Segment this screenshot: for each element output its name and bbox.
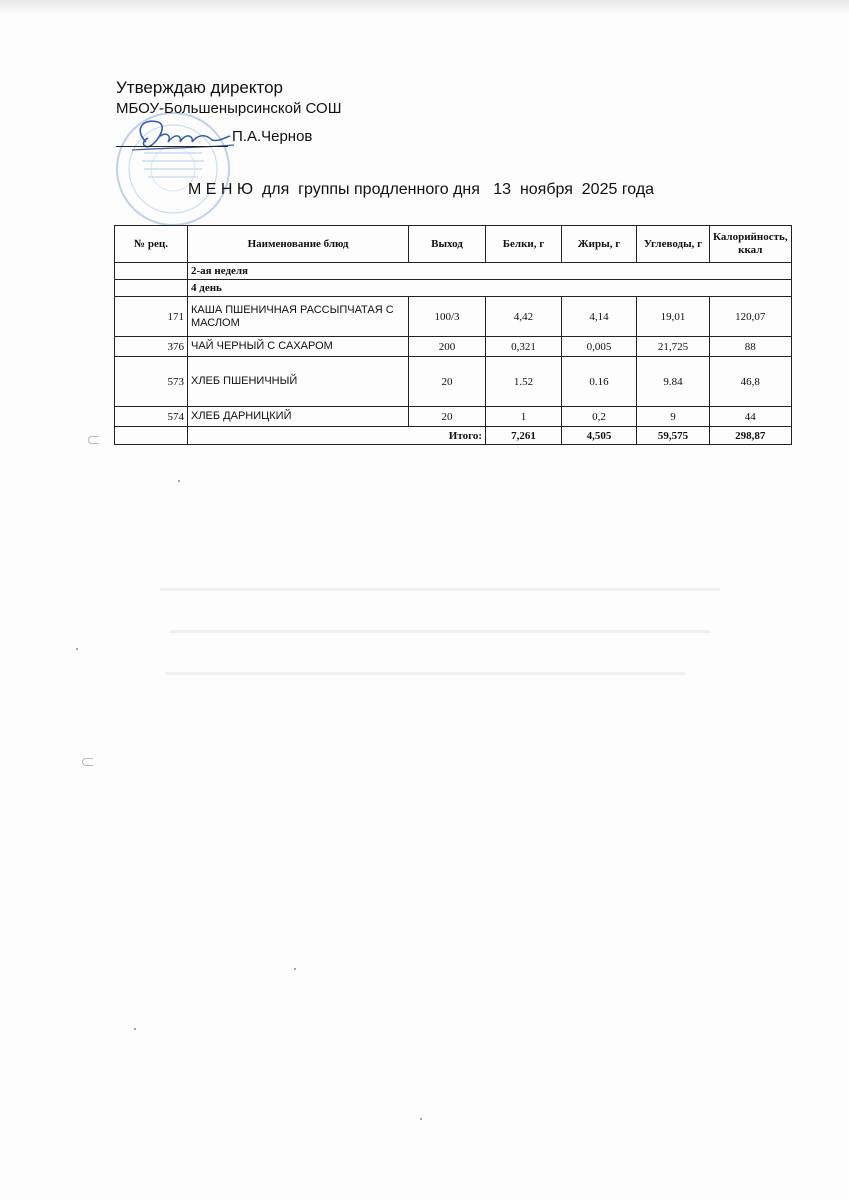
scan-speck xyxy=(294,968,296,970)
scan-speck xyxy=(178,480,180,482)
row-num: 376 xyxy=(115,337,188,357)
menu-title: М Е Н Ю для группы продленного дня 13 ноября 2025 года xyxy=(188,181,655,198)
scan-mark xyxy=(82,758,93,766)
scan-speck xyxy=(76,648,78,650)
row-carbs: 9.84 xyxy=(637,357,710,407)
scan-shadow-line xyxy=(160,588,720,591)
total-calories: 298,87 xyxy=(710,427,792,445)
row-calories: 88 xyxy=(710,337,792,357)
header-output: Выход xyxy=(409,226,486,263)
day-blank xyxy=(115,280,188,297)
row-protein: 0,321 xyxy=(486,337,562,357)
row-name: ХЛЕБ ПШЕНИЧНЫЙ xyxy=(188,357,409,407)
row-num: 171 xyxy=(115,297,188,337)
table-header-row xyxy=(115,226,792,263)
signature-line xyxy=(116,146,228,147)
total-blank-num xyxy=(115,427,188,445)
table-row xyxy=(115,357,792,407)
row-num: 574 xyxy=(115,407,188,427)
scan-shadow-line xyxy=(165,672,685,675)
header-carbs: Углеводы, г xyxy=(637,226,710,263)
row-carbs: 9 xyxy=(637,407,710,427)
row-fat: 0,005 xyxy=(562,337,637,357)
header-fat: Жиры, г xyxy=(562,226,637,263)
row-protein: 4,42 xyxy=(486,297,562,337)
row-carbs: 21,725 xyxy=(637,337,710,357)
scan-edge-shadow xyxy=(0,0,849,14)
header-num: № рец. xyxy=(115,226,188,263)
total-label: Итого: xyxy=(188,427,486,445)
scan-mark xyxy=(88,436,99,444)
row-name: ХЛЕБ ДАРНИЦКИЙ xyxy=(188,407,409,427)
row-output: 20 xyxy=(409,357,486,407)
day-row xyxy=(115,280,792,297)
day-label: 4 день xyxy=(188,280,792,297)
row-calories: 46,8 xyxy=(710,357,792,407)
total-row xyxy=(115,427,792,445)
scan-speck xyxy=(420,1118,422,1120)
table-row xyxy=(115,407,792,427)
director-signature xyxy=(128,112,238,160)
total-fat: 4,505 xyxy=(562,427,637,445)
row-fat: 4,14 xyxy=(562,297,637,337)
director-name: П.А.Чернов xyxy=(232,128,313,145)
row-protein: 1.52 xyxy=(486,357,562,407)
scan-speck xyxy=(134,1028,136,1030)
row-output: 20 xyxy=(409,407,486,427)
row-output: 100/3 xyxy=(409,297,486,337)
row-fat: 0,2 xyxy=(562,407,637,427)
week-row xyxy=(115,263,792,280)
row-calories: 120,07 xyxy=(710,297,792,337)
row-calories: 44 xyxy=(710,407,792,427)
row-fat: 0.16 xyxy=(562,357,637,407)
approval-heading: Утверждаю директор xyxy=(116,78,284,97)
header-protein: Белки, г xyxy=(486,226,562,263)
week-label: 2-ая неделя xyxy=(188,263,792,280)
total-protein: 7,261 xyxy=(486,427,562,445)
row-num: 573 xyxy=(115,357,188,407)
school-name: МБОУ-Большенырсинской СОШ xyxy=(116,100,342,117)
header-calories: Калорийность, ккал xyxy=(710,226,792,263)
row-output: 200 xyxy=(409,337,486,357)
table-row xyxy=(115,297,792,337)
row-carbs: 19,01 xyxy=(637,297,710,337)
scan-shadow-line xyxy=(170,630,710,633)
header-name: Наименование блюд xyxy=(188,226,409,263)
row-name: КАША ПШЕНИЧНАЯ РАССЫПЧАТАЯ С МАСЛОМ xyxy=(188,297,409,337)
week-blank xyxy=(115,263,188,280)
row-protein: 1 xyxy=(486,407,562,427)
menu-table xyxy=(114,225,792,445)
row-name: ЧАЙ ЧЕРНЫЙ С САХАРОМ xyxy=(188,337,409,357)
total-carbs: 59,575 xyxy=(637,427,710,445)
table-row xyxy=(115,337,792,357)
